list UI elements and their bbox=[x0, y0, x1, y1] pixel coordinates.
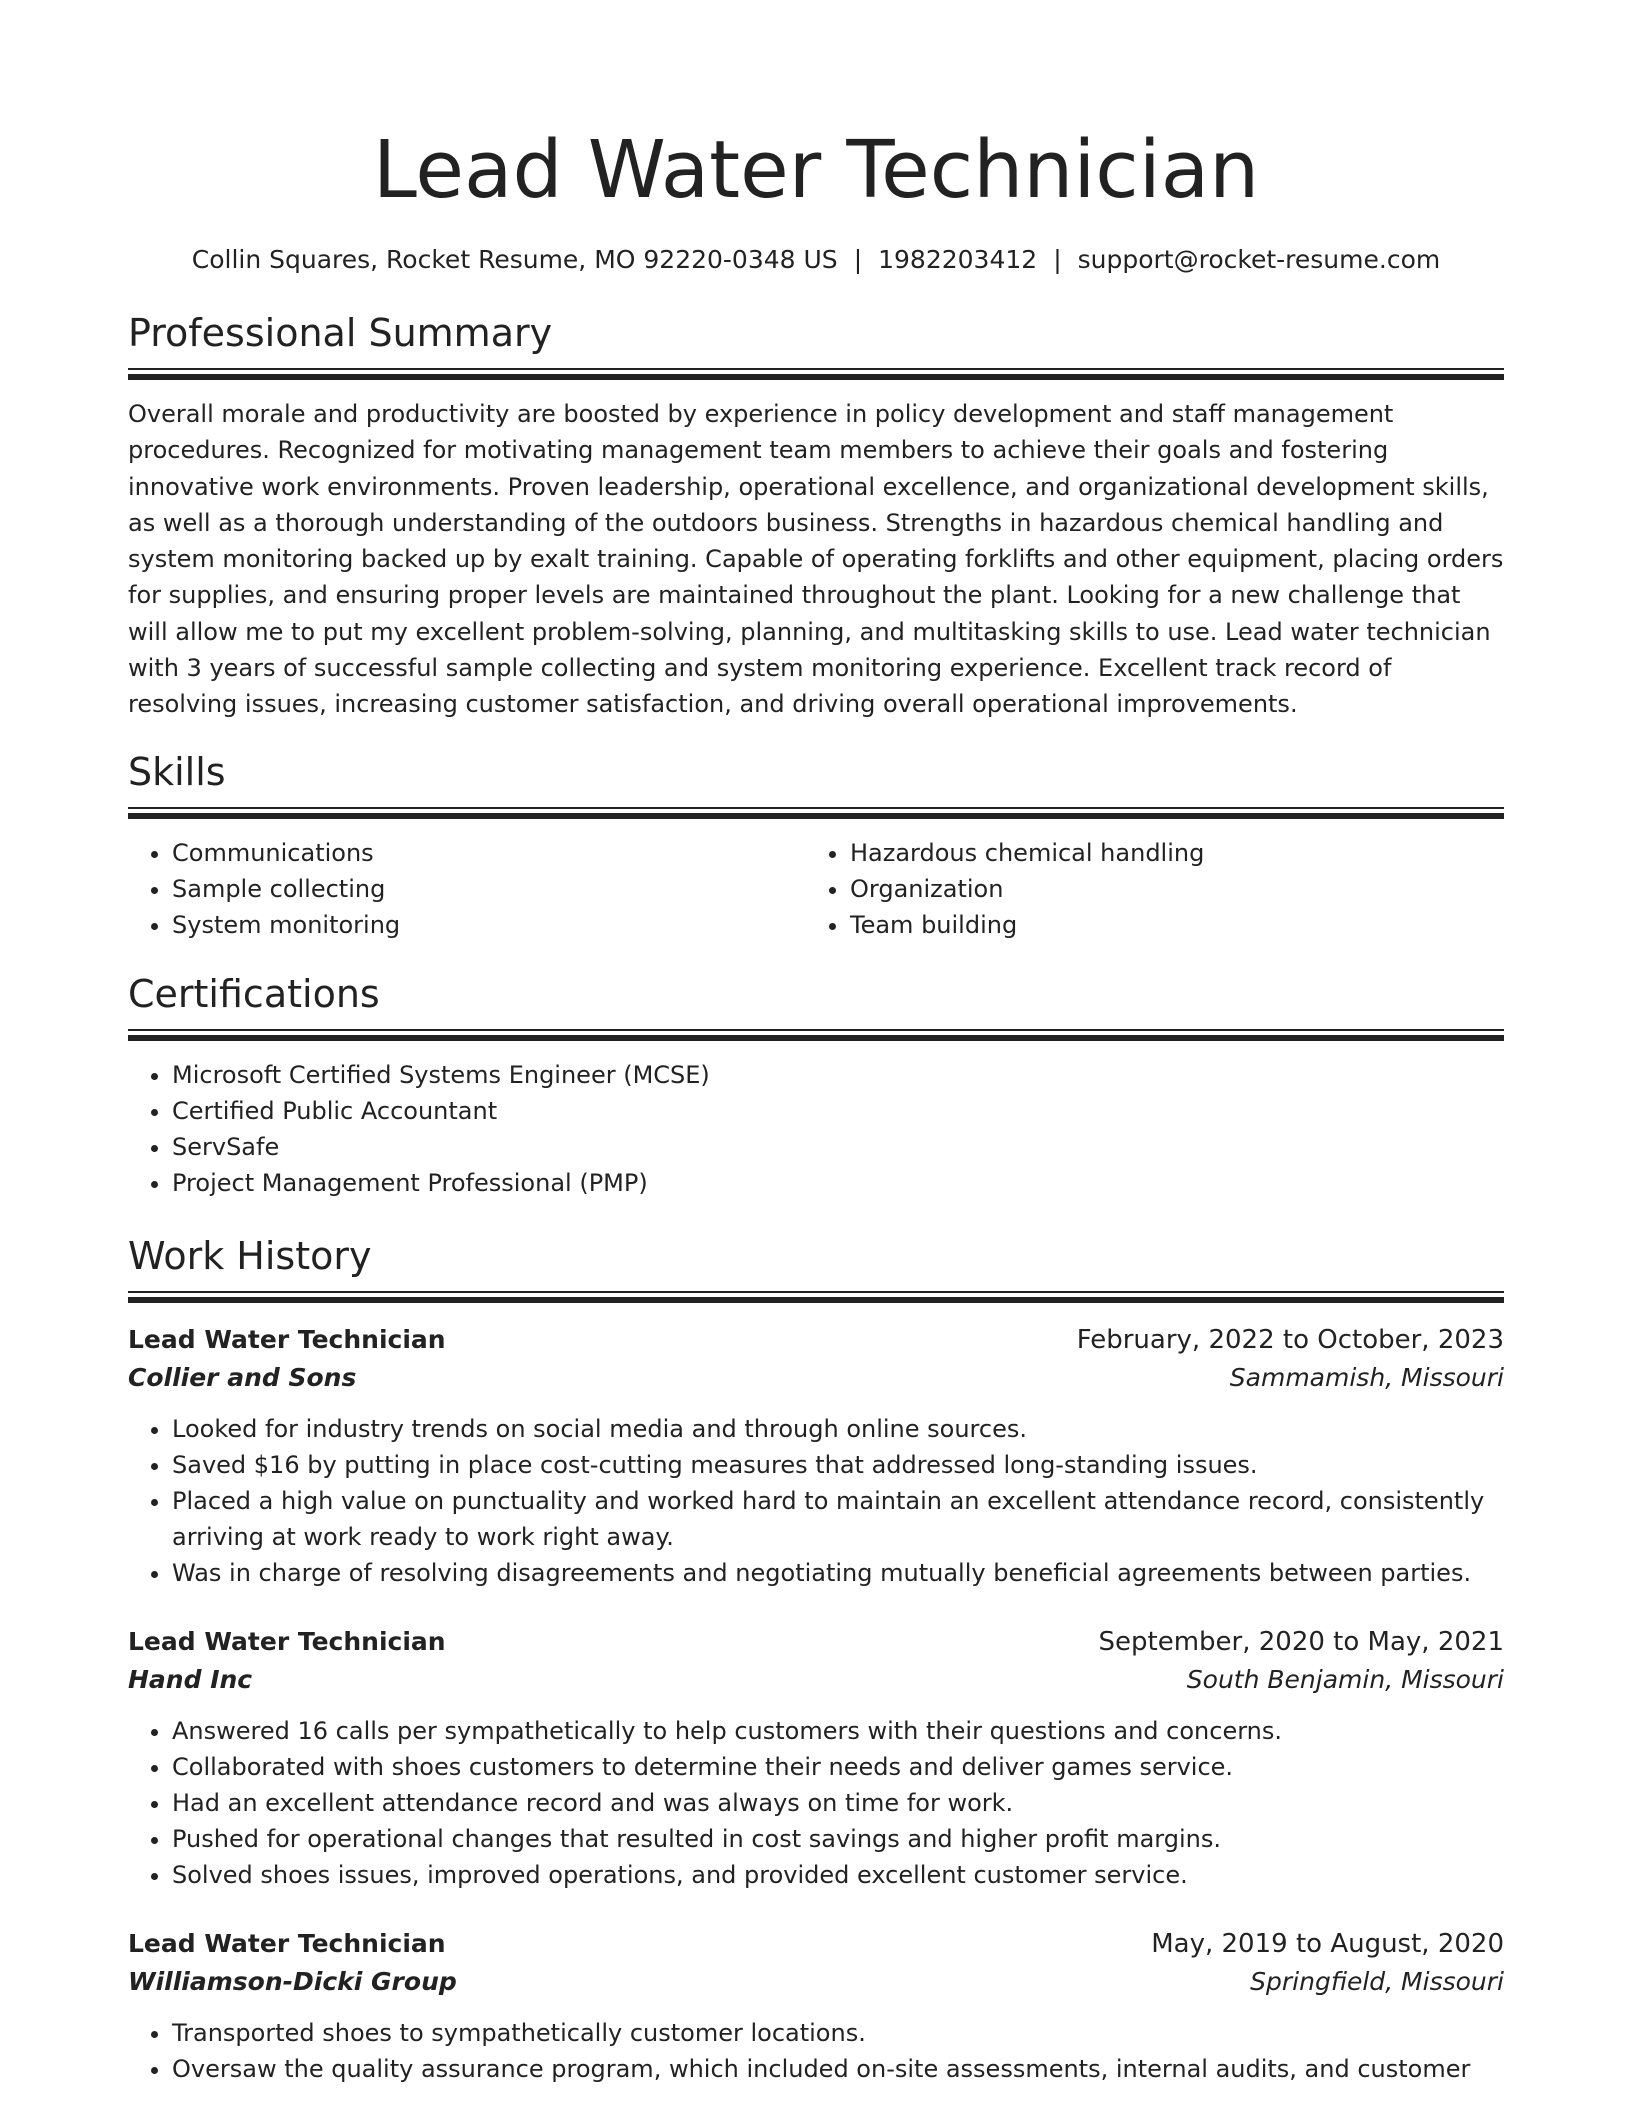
job-header bbox=[128, 1623, 1504, 1661]
job-entry bbox=[128, 1321, 1504, 1591]
job-bullet: • Was in charge of resolving disagreements and negotiating mutually beneficial agreements between parties. bbox=[172, 1555, 1504, 1591]
section-title-skills: Skills bbox=[128, 749, 226, 794]
job-dates: May, 2019 to August, 2020 bbox=[1151, 1928, 1504, 1959]
section-title-work-history: Work History bbox=[128, 1233, 372, 1278]
job-entry bbox=[128, 1925, 1504, 2087]
resume-name: Lead Water Technician bbox=[372, 124, 1260, 216]
contact-separator: | bbox=[853, 245, 863, 274]
section-rule bbox=[128, 807, 1504, 821]
job-bullets bbox=[128, 1713, 1504, 1893]
job-bullet: • Oversaw the quality assurance program, which included on-site assessments, internal audits, and customer bbox=[172, 2051, 1504, 2087]
contact-line bbox=[128, 244, 1504, 276]
job-title: Lead Water Technician bbox=[128, 1928, 446, 1958]
section-rule bbox=[128, 368, 1504, 382]
certification-item: • ServSafe bbox=[172, 1129, 1504, 1165]
skill-item: • Hazardous chemical handling bbox=[850, 835, 1484, 871]
resume-page bbox=[128, 0, 1504, 2087]
skills-section bbox=[128, 749, 1504, 943]
skill-item: • Communications bbox=[172, 835, 806, 871]
job-bullets bbox=[128, 1411, 1504, 1591]
section-rule bbox=[128, 1291, 1504, 1305]
section-title-certifications: Certifications bbox=[128, 971, 380, 1016]
job-company: Williamson-Dicki Group bbox=[128, 1966, 457, 1996]
job-subheader bbox=[128, 1963, 1504, 2001]
job-bullet: • Had an excellent attendance record and was always on time for work. bbox=[172, 1785, 1504, 1821]
job-title: Lead Water Technician bbox=[128, 1626, 446, 1656]
job-bullet: • Placed a high value on punctuality and worked hard to maintain an excellent attendance record, consistently arriving at work ready to work right away. bbox=[172, 1483, 1504, 1555]
job-bullet: • Looked for industry trends on social media and through online sources. bbox=[172, 1411, 1504, 1447]
job-subheader bbox=[128, 1661, 1504, 1699]
contact-email[interactable]: support@rocket-resume.com bbox=[1077, 245, 1441, 274]
certifications-section bbox=[128, 971, 1504, 1201]
job-bullet: • Saved $16 by putting in place cost-cutting measures that addressed long-standing issues. bbox=[172, 1447, 1504, 1483]
skill-item: • Team building bbox=[850, 907, 1484, 943]
skill-item: • Organization bbox=[850, 871, 1484, 907]
job-entry bbox=[128, 1623, 1504, 1893]
skills-grid bbox=[128, 835, 1504, 943]
summary-text: Overall morale and productivity are boosted by experience in policy development and staff management procedures. Recognized for motivating management team members to achieve their goals and fostering innovative work environments. Proven leadership, operational excellence, and organizational development skills, as well as a thorough understanding of the outdoors business. Strengths in hazardous chemical handling and system monitoring backed up by exalt training. Capable of operating forklifts and other equipment, placing orders for supplies, and ensuring proper levels are maintained throughout the plant. Looking for a new challenge that will allow me to put my excellent problem-solving, planning, and multitasking skills to use. Lead water technician with 3 years of successful sample collecting and system monitoring experience. Excellent track record of resolving issues, increasing customer satisfaction, and driving overall operational improvements. bbox=[128, 400, 1504, 719]
job-bullet: • Answered 16 calls per sympathetically to help customers with their questions and concerns. bbox=[172, 1713, 1504, 1749]
skill-item: • Sample collecting bbox=[172, 871, 806, 907]
job-dates: September, 2020 to May, 2021 bbox=[1098, 1626, 1504, 1657]
job-location: South Benjamin, Missouri bbox=[1186, 1664, 1504, 1694]
job-company: Collier and Sons bbox=[128, 1362, 357, 1392]
contact-address: Collin Squares, Rocket Resume, MO 92220-0348 US bbox=[191, 245, 838, 274]
job-subheader bbox=[128, 1359, 1504, 1397]
job-header bbox=[128, 1925, 1504, 1963]
certification-item: • Project Management Professional (PMP) bbox=[172, 1165, 1504, 1201]
job-location: Sammamish, Missouri bbox=[1229, 1362, 1504, 1392]
summary-section bbox=[128, 310, 1504, 723]
job-location: Springfield, Missouri bbox=[1250, 1966, 1504, 1996]
certification-item: • Microsoft Certified Systems Engineer (MCSE) bbox=[172, 1057, 1504, 1093]
job-title: Lead Water Technician bbox=[128, 1324, 446, 1354]
skills-column-right bbox=[806, 835, 1484, 943]
contact-phone: 1982203412 bbox=[878, 245, 1038, 274]
job-bullet: • Solved shoes issues, improved operations, and provided excellent customer service. bbox=[172, 1857, 1504, 1893]
job-bullets bbox=[128, 2015, 1504, 2087]
work-history-section bbox=[128, 1233, 1504, 2087]
job-bullet: • Pushed for operational changes that resulted in cost savings and higher profit margins. bbox=[172, 1821, 1504, 1857]
certification-item: • Certified Public Accountant bbox=[172, 1093, 1504, 1129]
section-title-summary: Professional Summary bbox=[128, 311, 553, 355]
skills-column-left bbox=[128, 835, 806, 943]
job-bullet: • Transported shoes to sympathetically customer locations. bbox=[172, 2015, 1504, 2051]
skill-item: • System monitoring bbox=[172, 907, 806, 943]
job-header bbox=[128, 1321, 1504, 1359]
certifications-list bbox=[128, 1057, 1504, 1201]
section-rule bbox=[128, 1029, 1504, 1043]
job-dates: February, 2022 to October, 2023 bbox=[1076, 1324, 1504, 1355]
contact-separator: | bbox=[1053, 245, 1062, 274]
job-bullet: • Collaborated with shoes customers to determine their needs and deliver games service. bbox=[172, 1749, 1504, 1785]
job-company: Hand Inc bbox=[128, 1664, 253, 1694]
